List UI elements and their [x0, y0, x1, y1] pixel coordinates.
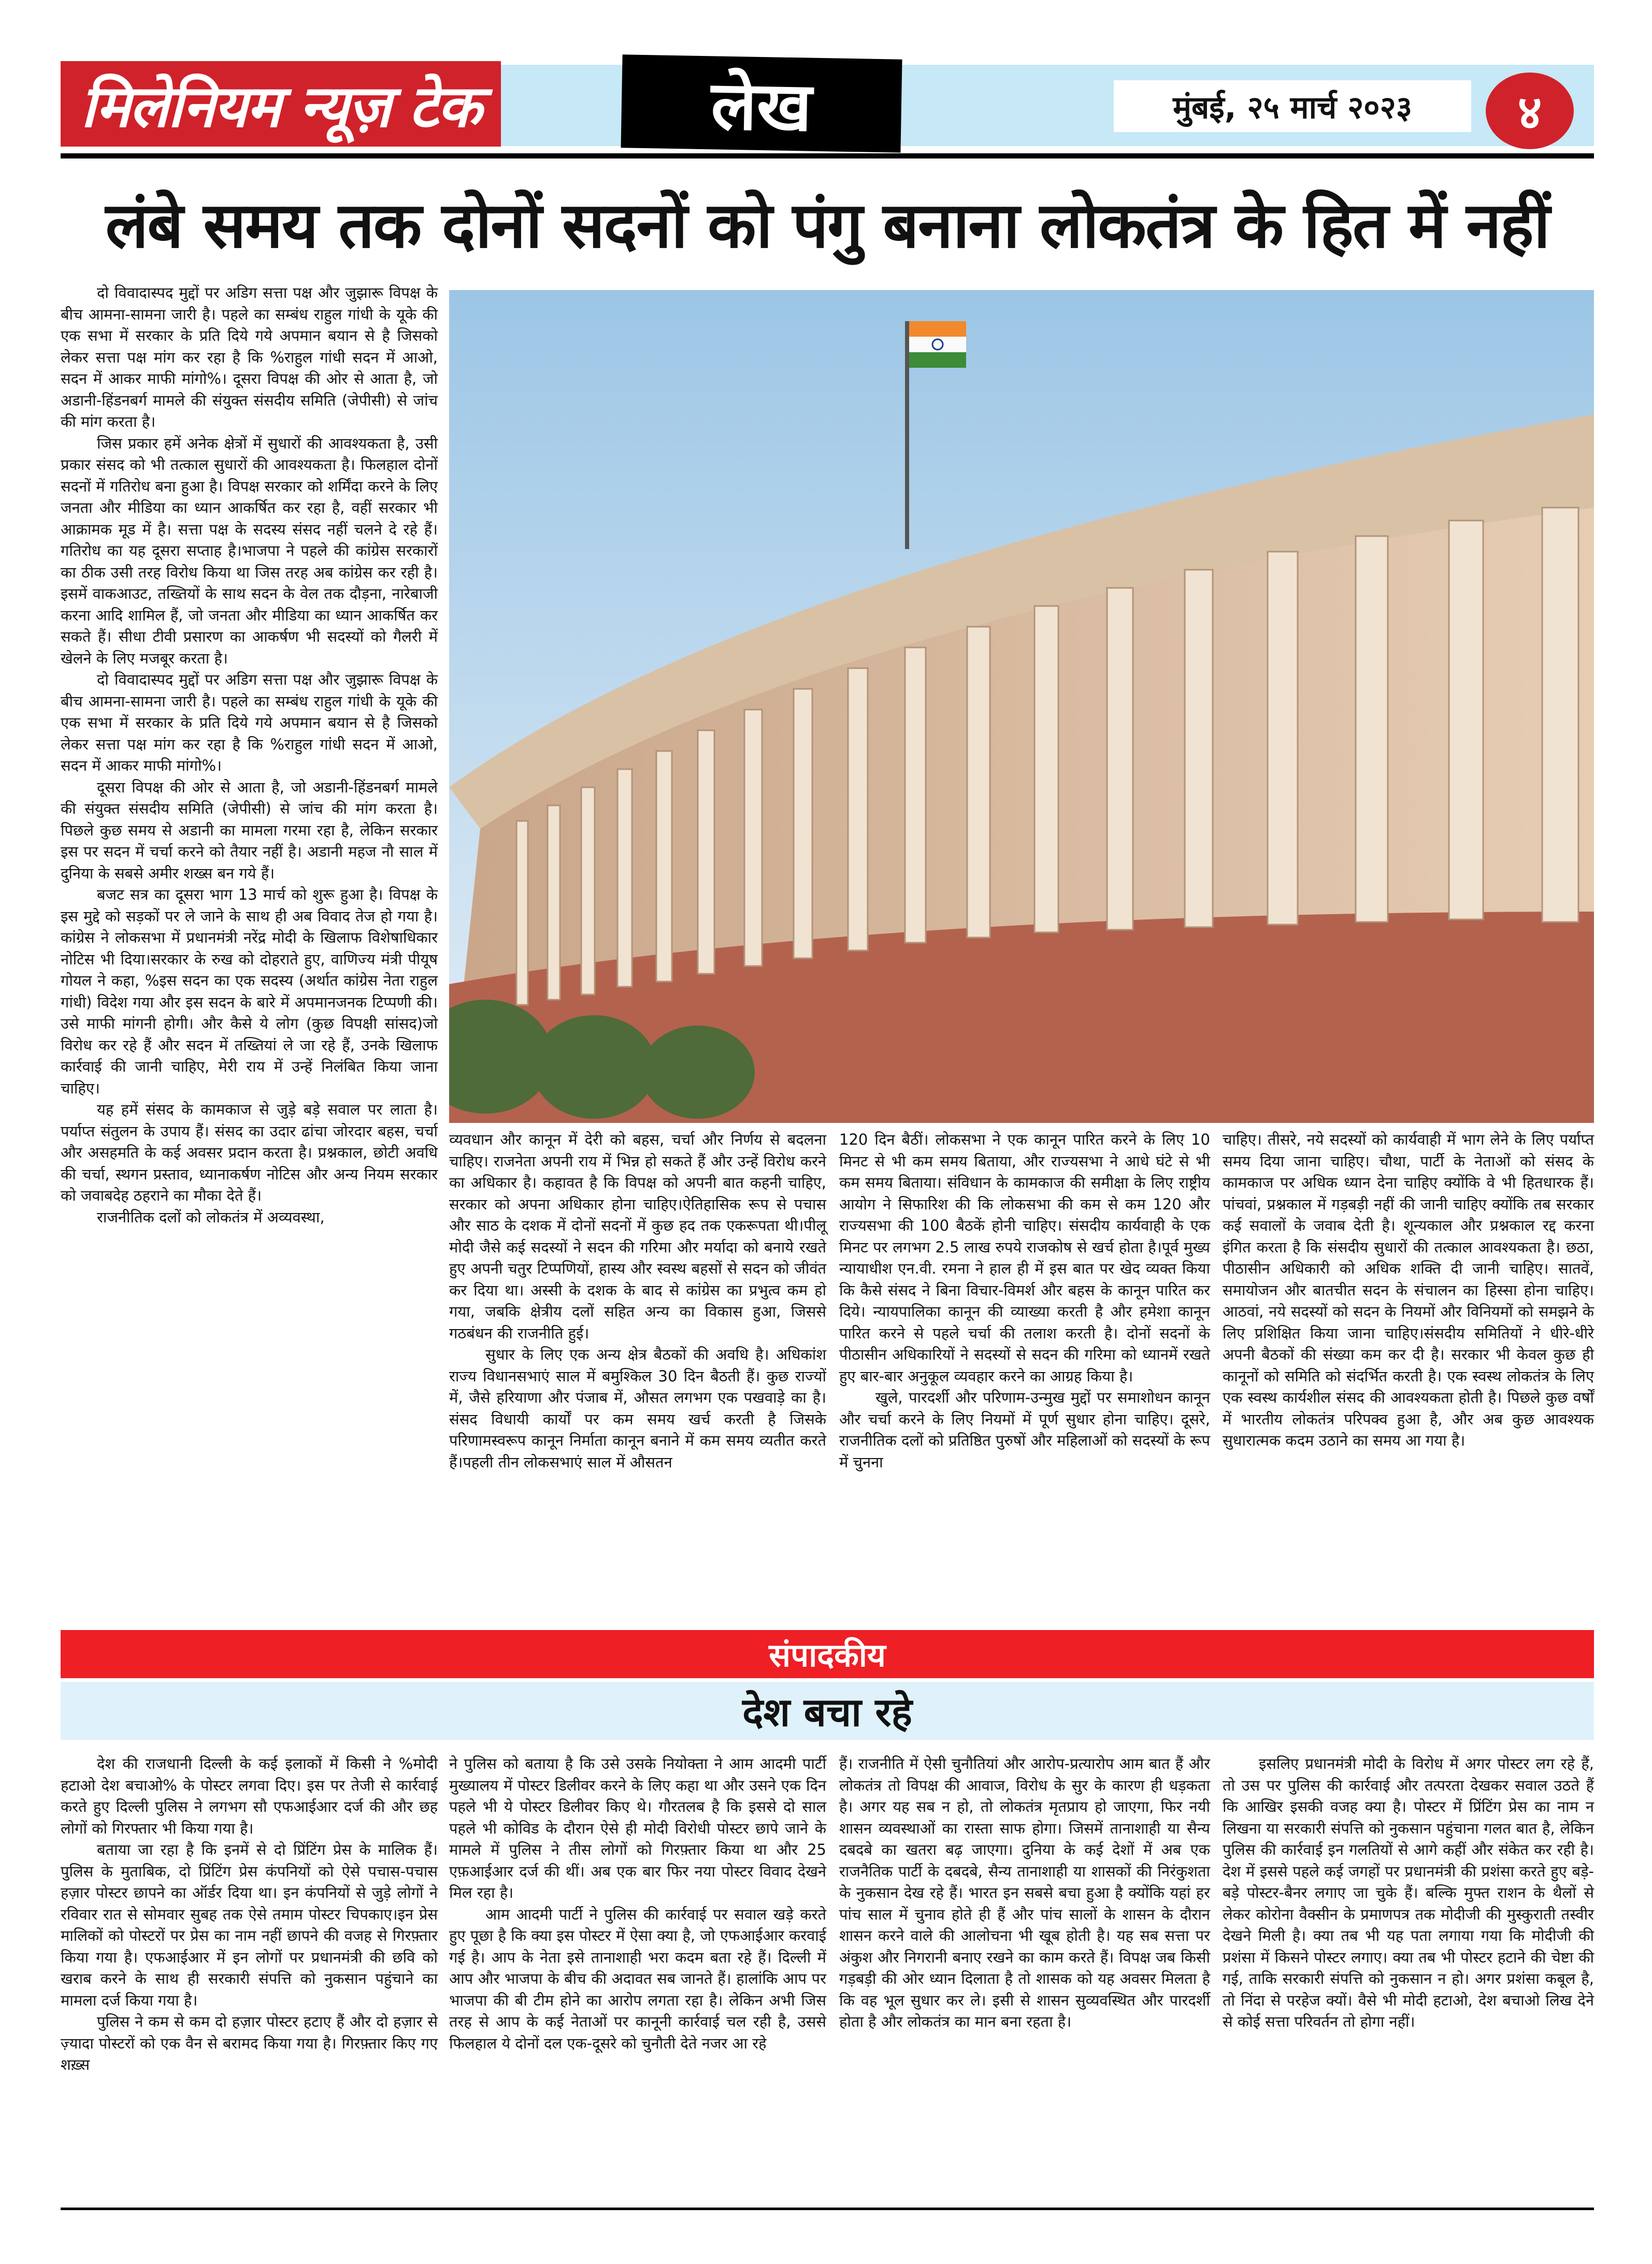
- editorial-column-4: [1223, 1753, 1594, 2033]
- paragraph: व्यवधान और कानून में देरी को बहस, चर्चा और निर्णय से बदलना चाहिए। राजनेता अपनी राय में भिन्न हो सकते हैं और उन्हें विरोध करने का अधिकार है। कहावत है कि विपक्ष को अपनी बात कहनी चाहिए, सरकार को अपना अधिकार होना चाहिए।ऐतिहासिक रूप से पचास और साठ के दशक में दोनों सदनों में कुछ हद तक एकरूपता थी।पीलू मोदी जैसे कई सदस्यों ने सदन की गरिमा और मर्यादा को बनाये रखते हुए अपनी चतुर टिप्पणियों, हास्य और स्वस्थ बहसों से सदन को जीवंत कर दिया था। अस्सी के दशक के बाद से कांग्रेस का प्रभुत्व कम हो गया, जबकि क्षेत्रीय दलों सहित अन्य का विकास हुआ, जिससे गठबंधन की राजनीति हुई।: [449, 1131, 826, 1342]
- paragraph: यह हमें संसद के कामकाज से जुड़े बड़े सवाल पर लाता है। पर्याप्त संतुलन के उपाय हैं। संसद का उदार ढांचा जोरदार बहस, चर्चा और असहमति के कई अवसर प्रदान करता है। प्रश्नकाल, छोटी अवधि की चर्चा, स्थगन प्रस्ताव, ध्यानाकर्षण नोटिस और अन्य नियम सरकार को जवाबदेह ठहराने का मौका देते हैं।: [61, 1101, 438, 1204]
- article-column-4: [1223, 1129, 1594, 1452]
- editorial-column-1: [61, 1753, 438, 2076]
- editorial-section-banner: संपादकीय: [61, 1630, 1594, 1678]
- editorial-headline: देश बचा रहे: [61, 1682, 1594, 1740]
- page-number-badge: ४: [1486, 73, 1574, 149]
- paragraph: देश की राजधानी दिल्ली के कई इलाकों में किसी ने %मोदी हटाओ देश बचाओ% के पोस्टर लगवा दिए। इस पर तेजी से कार्रवाई करते हुए दिल्ली पुलिस ने लगभग सौ एफआईआर दर्ज की और छह लोगों को गिरफ्तार भी किया गया है।: [61, 1755, 438, 1837]
- paragraph: खुले, पारदर्शी और परिणाम-उन्मुख मुद्दों पर समाशोधन कानून और चर्चा करने के लिए नियमों में पूर्ण सुधार होना चाहिए। दूसरे, राजनीतिक दलों को प्रतिष्ठित पुरुषों और महिलाओं को सदस्यों के रूप में चुनना: [839, 1389, 1210, 1471]
- paragraph: जिस प्रकार हमें अनेक क्षेत्रों में सुधारों की आवश्यकता है, उसी प्रकार संसद को भी तत्काल सुधारों की आवश्यकता है। फिलहाल दोनों सदनों में गतिरोध बना हुआ है। विपक्ष सरकार को शर्मिंदा करने के लिए जनता और मीडिया का ध्यान आकर्षित कर रहा है, वहीं सरकार भी आक्रामक मूड में है। सत्ता पक्ष के सदस्य संसद नहीं चलने दे रहे हैं। गतिरोध का यह दूसरा सप्ताह है।भाजपा ने पहले की कांग्रेस सरकारों का ठीक उसी तरह विरोध किया था जिस तरह अब कांग्रेस कर रही है। इसमें वाकआउट, तख्तियों के साथ सदन के वेल तक दौड़ना, नारेबाजी करना आदि शामिल हैं, जो जनता और मीडिया का ध्यान आकर्षित कर सकते हैं। सीधा टीवी प्रसारण का आकर्षण भी सदस्यों को गैलरी में खेलने के लिए मजबूर करता है।: [61, 434, 438, 667]
- paragraph: ने पुलिस को बताया है कि उसे उसके नियोक्ता ने आम आदमी पार्टी मुख्यालय में पोस्टर डिलीवर करने के लिए कहा था और उसने एक दिन पहले भी ये पोस्टर डिलीवर किए थे। गौरतलब है कि इससे दो साल पहले भी कोविड के दौरान ऐसे ही मोदी विरोधी पोस्टर छापे जाने के मामले में पुलिस ने तीस लोगों को गिरफ़्तार किया था और 25 एफ़आईआर दर्ज की थीं। अब एक बार फिर नया पोस्टर विवाद देखने मिल रहा है।: [449, 1755, 826, 1901]
- paragraph: राजनीतिक दलों को लोकतंत्र में अव्यवस्था,: [97, 1208, 325, 1226]
- article-headline: लंबे समय तक दोनों सदनों को पंगु बनाना लोकतंत्र के हित में नहीं: [105, 189, 1549, 262]
- header-divider: [61, 153, 1594, 158]
- footer-divider: [61, 2208, 1594, 2210]
- dateline: मुंबई, २५ मार्च २०२३: [1114, 80, 1471, 132]
- masthead-logo: मिलेनियम न्यूज़ टेक: [61, 61, 501, 147]
- flag-icon: [909, 321, 966, 368]
- parliament-photo: [449, 290, 1594, 1123]
- editorial-column-3: [839, 1753, 1210, 2033]
- paragraph: पुलिस ने कम से कम दो हज़ार पोस्टर हटाए हैं और दो हज़ार से ज़्यादा पोस्टरों को एक वैन से बरामद किया गया है। गिरफ़्तार किए गए शख़्स: [61, 2013, 438, 2073]
- paragraph: दो विवादास्पद मुद्दों पर अडिग सत्ता पक्ष और जुझारू विपक्ष के बीच आमना-सामना जारी है। पहले का सम्बंध राहुल गांधी के यूके की एक सभा में सरकार के प्रति दिये गये अपमान बयान से है जिसको लेकर सत्ता पक्ष मांग कर रहा है कि %राहुल गांधी सदन में आओ, सदन में आकर माफी मांगो%। दूसरा विपक्ष की ओर से आता है, जो अडानी-हिंडनबर्ग मामले की संयुक्त संसदीय समिति (जेपीसी) से जांच की मांग करता है।: [61, 284, 438, 430]
- paragraph: दो विवादास्पद मुद्दों पर अडिग सत्ता पक्ष और जुझारू विपक्ष के बीच आमना-सामना जारी है। पहले का सम्बंध राहुल गांधी के यूके की एक सभा में सरकार के प्रति दिये गये अपमान बयान से है जिसको लेकर सत्ता पक्ष मांग कर रहा है कि %राहुल गांधी सदन में आओ, सदन में आकर माफी मांगो%।: [61, 671, 438, 774]
- paragraph: आम आदमी पार्टी ने पुलिस की कार्रवाई पर सवाल खड़े करते हुए पूछा है कि क्या इस पोस्टर में ऐसा क्या है, जो एफआईआर करवाई गई है। आप के नेता इसे तानाशाही भरा कदम बता रहे हैं। दिल्ली में आप और भाजपा के बीच की अदावत सब जानते हैं। हालांकि आप पर भाजपा की बी टीम होने का आरोप लगता रहा है। लेकिन अभी जिस तरह से आप के कई नेताओं पर कानूनी कार्रवाई चल रही है, उससे फिलहाल ये दोनों दल एक-दूसरे को चुनौती देते नजर आ रहे: [449, 1905, 826, 2052]
- paragraph: बजट सत्र का दूसरा भाग 13 मार्च को शुरू हुआ है। विपक्ष के इस मुद्दे को सड़कों पर ले जाने के साथ ही अब विवाद तेज हो गया है। कांग्रेस ने लोकसभा में प्रधानमंत्री नरेंद्र मोदी के खिलाफ विशेषाधिकार नोटिस भी दिया।सरकार के रुख को दोहराते हुए, वाणिज्य मंत्री पीयूष गोयल ने कहा, %इस सदन का एक सदस्य (अर्थात कांग्रेस नेता राहुल गांधी) विदेश गया और इस सदन के बारे में अपमानजनक टिप्पणी की। उसे माफी मांगनी होगी। और कैसे ये लोग (कुछ विपक्षी सांसद)जो विरोध कर रहे हैं और सदन में तख्तियां ले जा रहे हैं, उनके खिलाफ कार्रवाई की जानी चाहिए, मेरी राय में उन्हें निलंबित किया जाना चाहिए।: [61, 886, 438, 1097]
- article-column-1: [61, 282, 438, 1228]
- paragraph: दूसरा विपक्ष की ओर से आता है, जो अडानी-हिंडनबर्ग मामले की संयुक्त संसदीय समिति (जेपीसी) से जांच की मांग करता है। पिछले कुछ समय से अडानी का मामला गरमा रहा है, लेकिन सरकार इस पर सदन में चर्चा करने को तैयार नहीं है। अडानी महज नौ साल में दुनिया के सबसे अमीर शख्स बन गये हैं।: [61, 778, 438, 882]
- section-label: लेख: [621, 54, 902, 152]
- paragraph: बताया जा रहा है कि इनमें से दो प्रिंटिंग प्रेस के मालिक हैं। पुलिस के मुताबिक, दो प्रिंटिंग प्रेस कंपनियों को ऐसे पचास-पचास हज़ार पोस्टर छापने का ऑर्डर दिया था। इन कंपनियों से जुड़े लोगों ने रविवार रात से सोमवार सुबह तक ऐसे तमाम पोस्टर चिपकाए।इन प्रेस मालिकों को पोस्टरों पर प्रेस का नाम नहीं छापने की वजह से गिरफ़्तार किया गया है। एफआईआर में इन लोगों पर प्रधानमंत्री की छवि को खराब करने के साथ ही सरकारी संपत्ति को नुकसान पहुंचाने का मामला दर्ज किया गया है।: [61, 1841, 438, 2009]
- editorial-column-2: [449, 1753, 826, 2054]
- article-column-2: [449, 1129, 826, 1473]
- paragraph: 120 दिन बैठीं। लोकसभा ने एक कानून पारित करने के लिए 10 मिनट से भी कम समय बिताया, और राज्यसभा ने आधे घंटे से भी कम समय बिताया। संविधान के कामकाज की समीक्षा के लिए राष्ट्रीय आयोग ने सिफारिश की कि लोकसभा की कम से कम 120 और राज्यसभा की 100 बैठकें होनी चाहिए। संसदीय कार्यवाही के एक मिनट पर लगभग 2.5 लाख रुपये राजकोष से खर्च होता है।पूर्व मुख्य न्यायाधीश एन.वी. रमना ने हाल ही में इस बात पर खेद व्यक्त किया कि कैसे संसद ने बिना विचार-विमर्श और बहस के कानून पारित कर दिये। न्यायपालिका कानून की व्याख्या करती है और हमेशा कानून पारित करने से पहले चर्चा की तलाश करती है। दोनों सदनों के पीठासीन अधिकारियों ने सदस्यों से सदन की गरिमा को ध्यानमें रखते हुए बार-बार अनुकूल व्यवहार करने का आग्रह किया है।: [839, 1131, 1210, 1385]
- article-column-3: [839, 1129, 1210, 1473]
- paragraph: इसलिए प्रधानमंत्री मोदी के विरोध में अगर पोस्टर लग रहे हैं, तो उस पर पुलिस की कार्रवाई और तत्परता देखकर सवाल उठते हैं कि आखिर इसकी वजह क्या है। पोस्टर में प्रिंटिंग प्रेस का नाम न लिखना या सरकारी संपत्ति को नुकसान पहुंचाना गलत बात है, लेकिन पुलिस की कार्रवाई इन गलतियों से आगे कहीं और संकेत कर रही है। देश में इससे पहले कई जगहों पर प्रधानमंत्री की प्रशंसा करते हुए बड़े-बड़े पोस्टर-बैनर लगाए जा चुके हैं। बल्कि मुफ्त राशन के थैलों से लेकर कोरोना वैक्सीन के प्रमाणपत्र तक मोदीजी की मुस्कुराती तस्वीर देखने मिली है। क्या तब भी यह पता लगाया गया कि मोदीजी की प्रशंसा में किसने पोस्टर लगाए। क्या तब भी पोस्टर हटाने की चेष्टा की गई, ताकि सरकारी संपत्ति को नुकसान न हो। अगर प्रशंसा कबूल है, तो निंदा से परहेज क्यों। वैसे भी मोदी हटाओ, देश बचाओ लिख देने से कोई सत्ता परिवर्तन तो होगा नहीं।: [1223, 1755, 1594, 2030]
- paragraph: चाहिए। तीसरे, नये सदस्यों को कार्यवाही में भाग लेने के लिए पर्याप्त समय दिया जाना चाहिए। चौथा, पार्टी के नेताओं को संसद के कामकाज पर अधिक ध्यान देना चाहिए क्योंकि वे भी हितधारक हैं।पांचवां, प्रश्नकाल में गड़बड़ी नहीं की जानी चाहिए क्योंकि तब सरकार कई सवालों के जवाब देती है। शून्यकाल और प्रश्नकाल रद्द करना इंगित करता है कि संसदीय सुधारों की तत्काल आवश्यकता है। छठा, पीठासीन अधिकारी को अधिक शक्ति दी जानी चाहिए। सातवें, समायोजन और बातचीत सदन के संचालन का हिस्सा होना चाहिए। आठवां, नये सदस्यों को सदन के नियमों और विनियमों को समझने के लिए प्रशिक्षित किया जाना चाहिए।संसदीय समितियों ने धीरे-धीरे अपनी बैठकों की संख्या कम कर दी है। सरकार भी केवल कुछ ही कानूनों को समिति को संदर्भित करती है। एक स्वस्थ लोकतंत्र के लिए एक स्वस्थ कार्यशील संसद की आवश्यकता होती है। पिछले कुछ वर्षों में भारतीय लोकतंत्र परिपक्व हुआ है, और अब कुछ आवश्यक सुधारात्मक कदम उठाने का समय आ गया है।: [1223, 1131, 1594, 1449]
- paragraph: सुधार के लिए एक अन्य क्षेत्र बैठकों की अवधि है। अधिकांश राज्य विधानसभाएं साल में बमुश्किल 30 दिन बैठती हैं। कुछ राज्यों में, जैसे हरियाणा और पंजाब में, औसत लगभग एक पखवाड़े का है। संसद विधायी कार्यों पर कम समय खर्च करती है जिसके परिणामस्वरूप कानून निर्माता कानून बनाने में कम समय व्यतीत करते हैं।पहली तीन लोकसभाएं साल में औसतन: [449, 1346, 826, 1471]
- paragraph: हैं। राजनीति में ऐसी चुनौतियां और आरोप-प्रत्यारोप आम बात हैं और लोकतंत्र तो विपक्ष की आवाज, विरोध के सुर के कारण ही धड़कता है। अगर यह सब न हो, तो लोकतंत्र मृतप्राय हो जाएगा, फिर नयी शासन व्यवस्थाओं का रास्ता साफ होगा। जिसमें तानाशाही या सैन्य दबदबे का खतरा बढ़ जाएगा। दुनिया के कई देशों में अब एक राजनैतिक पार्टी के दबदबे, सैन्य तानाशाही या शासकों की निरंकुशता के नुकसान देख रहे हैं। भारत इन सबसे बचा हुआ है क्योंकि यहां हर पांच साल में चुनाव होते ही हैं और पांच सालों के शासन के दौरान शासन करने वाले की आलोचना भी खूब होती है। यह सब सत्ता पर अंकुश और निगरानी बनाए रखने का काम करते हैं। विपक्ष जब किसी गड़बड़ी की ओर ध्यान दिलाता है तो शासक को यह अवसर मिलता है कि वह भूल सुधार कर ले। इसी से शासन सुव्यवस्थित और पारदर्शी होता है और लोकतंत्र का मान बना रहता है।: [839, 1755, 1210, 2030]
